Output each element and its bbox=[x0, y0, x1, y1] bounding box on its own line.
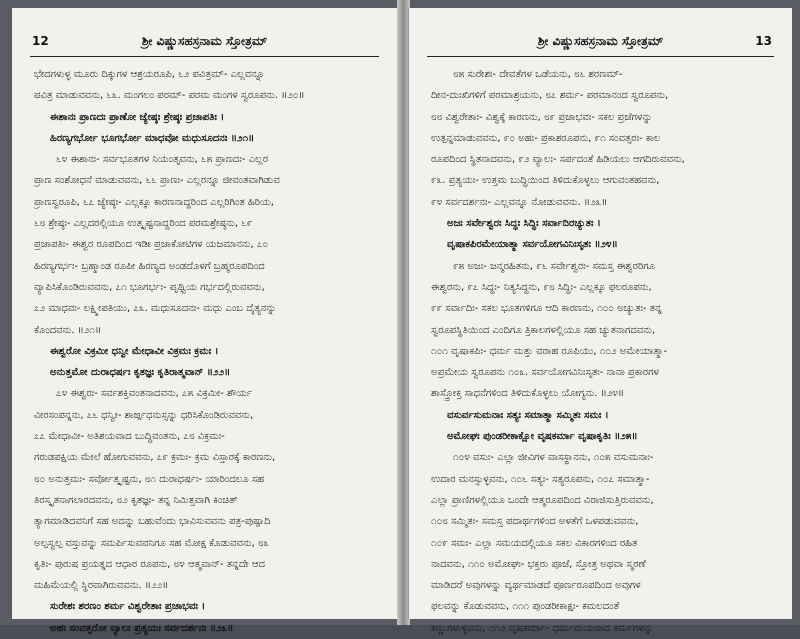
text-line: ಹಿರಣ್ಯಗರ್ಭಃ- ಬ್ರಹ್ಮಾಂಡ ರೂಪೀ ಹಿರಣ್ಯದ ಅಂಡದೊಳಗೆ ಬ್ರಹ್ಮರೂಪದಿಂದ bbox=[34, 260, 265, 272]
verse-line: ಅಜಃ ಸರ್ವೇಶ್ವರಃ ಸಿದ್ಧಃ ಸಿದ್ಧಿಃ ಸರ್ವಾದಿರಚ್ಯುತಃ । bbox=[447, 218, 601, 230]
text-line: ೭೪ ಈಶ್ವರಃ- ಸರ್ವಶಕ್ತಿವಂತನಾದವನು, ೭೫ ವಿಕ್ರಮೀ- ಶೌರ್ಯ bbox=[56, 388, 253, 400]
verse-line: ಈಶ್ವರೋ ವಿಕ್ರಮೀ ಧನ್ವೀ ಮೇಧಾವೀ ವಿಕ್ರಮಃ ಕ್ರಮಃ । bbox=[50, 345, 219, 357]
text-line: ಅಲ್ಪಸ್ವಲ್ಪ ವಸ್ತುವನ್ನು ಸಮರ್ಪಿಸುವವನಿಗೂ ಸಹ ಮೋಕ್ಷ ಕೊಡುವವನು, ೮೩ bbox=[34, 537, 270, 549]
text-line: ಅಪ್ರಮೇಯ ಸ್ವರೂಪನು ೧೦೩. ಸರ್ವಯೋಗವಿನಿಃಸೃತಃ- ನಾನಾ ಪ್ರಕಾರಗಳ bbox=[431, 367, 659, 379]
text-line: ಕೊಂದವನು. ॥೨೧॥ bbox=[34, 324, 102, 336]
text-line: ತಿರಸ್ಕೃತನಾಗಲಾರದವನು, ೮೨ ಕೃತಜ್ಞಃ- ತನ್ನ ನಿಮಿತ್ತವಾಗಿ ಕಿಂಚಿತ್ bbox=[34, 494, 238, 506]
text-line: ೬೪ ಈಶಾನಃ- ಸರ್ವಭೂತಗಳ ನಿಯಂತೃವನು, ೬೫ ಪ್ರಾಣದಃ- ಎಲ್ಲರ bbox=[56, 154, 268, 166]
text-line: ೧೦೪ ವಸುಃ- ಎಲ್ಲಾ ಜೀವಿಗಳ ವಾಸಸ್ಥಾನನು, ೧೦೫ ವಸುಮನಾಃ- bbox=[453, 452, 654, 464]
text-line: ಈಶ್ವರನು, ೯೭ ಸಿದ್ಧಃ- ನಿತ್ಯಸಿದ್ಧನು, ೯೮ ಸಿದ್ಧಿಃ- ಎಲ್ಲಕ್ಕೂ ಫಲರೂಪನು, bbox=[431, 281, 652, 293]
page-header bbox=[32, 30, 377, 52]
text-line: ಉತ್ಪನ್ನಮಾಡುವವನು, ೯೦ ಅಹಃ- ಪ್ರಕಾಶರೂಪನು, ೯೧ ಸಂವತ್ಸರಃ- ಕಾಲ bbox=[431, 132, 661, 144]
verse-line: ಹಿರಣ್ಯಗರ್ಭೋ ಭೂಗರ್ಭೋ ಮಾಧವೋ ಮಧುಸೂದನಃ ॥೨೧॥ bbox=[50, 132, 255, 144]
right-page bbox=[408, 8, 792, 634]
left-page bbox=[12, 8, 398, 634]
verse-line: ಅಮೋಘಃ ಪುಂಡರೀಕಾಕ್ಷೋ ವೃಷಕರ್ಮಾ ವೃಷಾಕೃತಿಃ ॥೨೫॥ bbox=[447, 431, 638, 443]
text-line: ನಾದವನು, ೧೧೦ ಅಮೋಘಃ- ಭಕ್ತರು ಪೂಜೆ, ಸ್ತೋತ್ರ ಅಥವಾ ಸ್ಮರಣೆ bbox=[431, 558, 646, 570]
text-line: ಪ್ರಾಣಸ್ವರೂಪಿ, ೬೭ ಜ್ಯೇಷ್ಠಃ- ಎಲ್ಲಕ್ಕೂ ಕಾರಣನಾದ್ದರಿಂದ ಎಲ್ಲರಿಗಿಂತ ಹಿರಿಯ, bbox=[34, 196, 274, 208]
text-line: ೯೪ ಸರ್ವದರ್ಶನಃ- ಎಲ್ಲವನ್ನೂ ನೋಡುವವನು. ॥೨೩॥ bbox=[431, 196, 608, 208]
text-line: ಪವಿತ್ರ ಮಾಡುವವನು, ೬೩. ಮಂಗಲಂ ಪರಮ್- ಪರಮ ಮಂಗಳ ಸ್ವರೂಪನು. ॥೨೦॥ bbox=[34, 90, 305, 102]
running-title: ಶ್ರೀ ವಿಷ್ಣುಸಹಸ್ರನಾಮ ಸ್ತೋತ್ರಮ್ bbox=[537, 34, 664, 48]
text-line: ಮಹಿಮೆಯಲ್ಲಿ ಸ್ಥಿರವಾಗಿರುವವನು. ॥೨೨॥ bbox=[34, 580, 169, 592]
text-line: ೯೯ ಸರ್ವಾದಿಃ- ಸಕಲ ಭೂತಗಳಿಗೂ ಆದಿ ಕಾರಣನು, ೧೦೦ ಅಚ್ಯುತಃ- ತನ್ನ bbox=[431, 303, 662, 315]
text-line: ತ್ಯಾಗಮಾಡಿದವನಿಗೆ ಸಹ ಅದನ್ನು ಬಹುವೆಂದು ಭಾವಿಸುವವನು ಪತ್ರ-ಪುಷ್ಪಾದಿ bbox=[34, 516, 271, 528]
text-line: ಎಲ್ಲಾ ಪ್ರಾಣಿಗಳಲ್ಲಿಯೂ ಒಂದೇ ಆತ್ಮರೂಪದಿಂದ ವಿರಾಜಿಸುತ್ತಿರುವವನು, bbox=[431, 494, 654, 506]
text-line: ಶಾಸ್ತ್ರೋಕ್ತ ಸಾಧನೆಗಳಿಂದ ತಿಳಿದುಕೊಳ್ಳಲು ಯೋಗ್ಯನು. ॥೨೪॥ bbox=[431, 388, 624, 400]
text-line: ಭೇದಗಳುಳ್ಳ ಮೂರು ದಿಕ್ಕುಗಳ ಆಶ್ರಯರೂಪಿ, ೬೨ ಪವಿತ್ರಮ್- ಎಲ್ಲವನ್ನೂ bbox=[34, 69, 265, 80]
verse-line: ಅಹಃ ಸಂವತ್ಸರೋ ವ್ಯಾಲಃ ಪ್ರತ್ಯಯಃ ಸರ್ವದರ್ಶನಃ ॥೨೩॥ bbox=[50, 622, 234, 634]
text-line: ರೂಪದಿಂದ ಸ್ಥಿತನಾದವನು, ೯೨ ವ್ಯಾಲಃ- ಸರ್ಪದಂತೆ ಹಿಡಿಯಲು ಆಗದಿರುವವನು, bbox=[431, 154, 685, 166]
text-line: ೭೭ ಮೇಧಾವೀ- ಅತಿಶಯವಾದ ಬುದ್ಧಿವಂತನು, ೭೮ ವಿಕ್ರಮಃ- bbox=[34, 431, 225, 443]
page-body bbox=[431, 64, 772, 634]
text-line: ೧೦೧ ವೃಷಾಕಪಿಃ- ಧರ್ಮ ಮತ್ತು ವರಾಹ ರೂಪಿಯು, ೧೦೨ ಅಮೇಯಾತ್ಮಾ- bbox=[431, 345, 668, 357]
text-line: ೭೨ ಮಾಧವಃ- ಲಕ್ಷ್ಮೀಪತಿಯು, ೭೩. ಮಧುಸೂದನಃ- ಮಧು ಎಂಬ ದೈತ್ಯನನ್ನು bbox=[34, 303, 277, 315]
text-line: ಕಣ್ಣುಗಳುಳ್ಳವನು, ೧೧೨ ವೃಷಕರ್ಮಾ- ಧರ್ಮಮಯವಾದ ಕರ್ಮಗಳನ್ನು bbox=[431, 622, 654, 634]
text-line: ಕೃತಿಃ- ಪುರುಷ ಪ್ರಯತ್ನದ ಆಧಾರ ರೂಪನು, ೮೪ ಆತ್ಮವಾನ್- ತನ್ನದೇ ಆದ bbox=[34, 558, 265, 570]
page-header bbox=[429, 30, 772, 52]
text-line: ದೀನ-ದುಃಖಿಗಳಿಗೆ ಪರಮಾಶ್ರಯನು, ೮೭ ಶರ್ಮ- ಪರಮಾನಂದ ಸ್ವರೂಪನು, bbox=[431, 90, 669, 102]
text-line: ೯೩. ಪ್ರತ್ಯಯಃ- ಉತ್ತಮ ಬುದ್ಧಿಯಿಂದ ತಿಳಿದುಕೊಳ್ಳಲು ಆಗುವಂತಹವನು, bbox=[431, 175, 660, 187]
page-body bbox=[34, 64, 377, 634]
text-line: ೧೦೯ ಸಮಃ- ಎಲ್ಲಾ ಸಮಯದಲ್ಲಿಯೂ ಸಕಲ ವಿಕಾರಗಳಿಂದ ರಹಿತ bbox=[431, 537, 638, 549]
text-line: ೯೫ ಅಜಃ- ಜನ್ಮರಹಿತನು, ೯೬ ಸರ್ವೇಶ್ವರಃ- ಸಮಸ್ತ ಈಶ್ವರರಿಗೂ bbox=[453, 260, 656, 272]
text-line: ಮಾಡಿದರೆ ಅವುಗಳನ್ನು ವ್ಯರ್ಥಮಾಡದೆ ಪೂರ್ಣರೂಪದಿಂದ ಅವುಗಳ bbox=[431, 580, 641, 592]
text-line: ಪ್ರಾಣ ಸಂಶೋಧನೆ ಮಾಡುವವನು, ೬೬ ಪ್ರಾಣಃ- ಎಲ್ಲರನ್ನೂ ಜೀವಂತವಾಗಿಡುವ bbox=[34, 175, 280, 187]
text-line: ಉದಾರ ಮನಸ್ಸುಳ್ಳವನು, ೧೦೬ ಸತ್ಯಃ- ಸತ್ಯರೂಪನು, ೧೦೭ ಸಮಾತ್ಮಾ- bbox=[431, 473, 650, 485]
header-rule bbox=[30, 56, 379, 57]
text-line: ವ್ಯಾಪಿಸಿಕೊಂಡಿರುವವನು, ೭೧ ಭೂಗರ್ಭಃ- ಪೃಥ್ವಿಯ ಗರ್ಭದಲ್ಲಿರುವವನು, bbox=[34, 281, 265, 293]
running-title: ಶ್ರೀ ವಿಷ್ಣುಸಹಸ್ರನಾಮ ಸ್ತೋತ್ರಮ್ bbox=[141, 34, 268, 48]
text-line: ೬೮ ಶ್ರೇಷ್ಠಃ- ಎಲ್ಲದರಲ್ಲಿಯೂ ಉತ್ಕೃಷ್ಟನಾದ್ದರಿಂದ ಪರಮಶ್ರೇಷ್ಠನು, ೬೯ bbox=[34, 218, 253, 230]
page-number: 13 bbox=[755, 34, 772, 48]
verse-line: ವಸುರ್ವಸುಮನಾಃ ಸತ್ಯಃ ಸಮಾತ್ಮಾ ಸಮ್ಮಿತಃ ಸಮಃ । bbox=[447, 409, 609, 421]
text-line: ೮೫ ಸುರೇಶಃ- ದೇವತೆಗಳ ಒಡೆಯನು, ೮೬ ಶರಣಮ್- bbox=[453, 69, 623, 80]
text-line: ೮೮ ವಿಶ್ವರೇತಾಃ- ವಿಶ್ವಕ್ಕೆ ಕಾರಣನು, ೮೯ ಪ್ರಜಾಭವಃ- ಸಕಲ ಪ್ರಜೆಗಳನ್ನು bbox=[431, 111, 653, 123]
text-line: ೧೦೮ ಸಮ್ಮಿತಃ- ಸಮಸ್ತ ಪದಾರ್ಥಗಳಿಂದ ಅಳತೆಗೆ ಒಳಪಡುವವನು, bbox=[431, 516, 639, 528]
verse-line: ವೃಷಾಕಪಿರಮೇಯಾತ್ಮಾ ಸರ್ವಯೋಗವಿನಿಃಸೃತಃ ॥೨೪॥ bbox=[447, 239, 618, 251]
verse-line: ಅನುತ್ತಮೋ ದುರಾಧರ್ಷಃ ಕೃತಜ್ಞಃ ಕೃತಿರಾತ್ಮವಾನ್ ॥೨೨॥ bbox=[50, 367, 231, 379]
text-line: ವೀರಸಂಪನ್ನನು, ೭೬ ಧನ್ವೀ- ಶಾರ್ಙ್ಗಧನುಸ್ಸನ್ನು ಧರಿಸಿಕೊಂಡಿರುವವನು, bbox=[34, 409, 254, 421]
page-number: 12 bbox=[32, 34, 49, 48]
text-line: ಫಲವನ್ನು ಕೊಡುವವನು, ೧೧೧ ಪುಂಡರೀಕಾಕ್ಷಃ- ಕಮಲದಂತೆ bbox=[431, 601, 620, 613]
header-rule bbox=[427, 56, 774, 57]
text-line: ಗರುಡಪಕ್ಷಿಯ ಮೇಲೆ ಹೋಗುವವನು, ೭೯ ಕ್ರಮಃ- ಕ್ರಮ ವಿಸ್ತಾರಕ್ಕೆ ಕಾರಣನು, bbox=[34, 452, 276, 464]
verse-line: ಈಶಾನಃ ಪ್ರಾಣದಃ ಪ್ರಾಣೋ ಜ್ಯೇಷ್ಠಃ ಶ್ರೇಷ್ಠಃ ಪ್ರಜಾಪತಿಃ । bbox=[50, 111, 225, 123]
text-line: ಸ್ವರೂಪಸ್ಥಿತಿಯಿಂದ ಎಂದಿಗೂ ತ್ರಿಕಾಲಗಳಲ್ಲಿಯೂ ಸಹ ಚ್ಯುತನಾಗದವನು, bbox=[431, 324, 656, 336]
text-line: ೮೦ ಅನುತ್ತಮಃ- ಸರ್ವೋತ್ಕೃಷ್ಟನು, ೮೧ ದುರಾಧರ್ಷಃ- ಯಾರಿಂದಲೂ ಸಹ bbox=[34, 473, 265, 485]
text-line: ಪ್ರಜಾಪತಿಃ- ಈಶ್ವರ ರೂಪದಿಂದ ಇಡೀ ಪ್ರಜಾಕೋಟಿಗಳ ಯಜಮಾನನು, ೭೦ bbox=[34, 239, 269, 251]
verse-line: ಸುರೇಶಃ ಶರಣಂ ಶರ್ಮ ವಿಶ್ವರೇತಾಃ ಪ್ರಜಾಭವಃ । bbox=[50, 601, 206, 613]
